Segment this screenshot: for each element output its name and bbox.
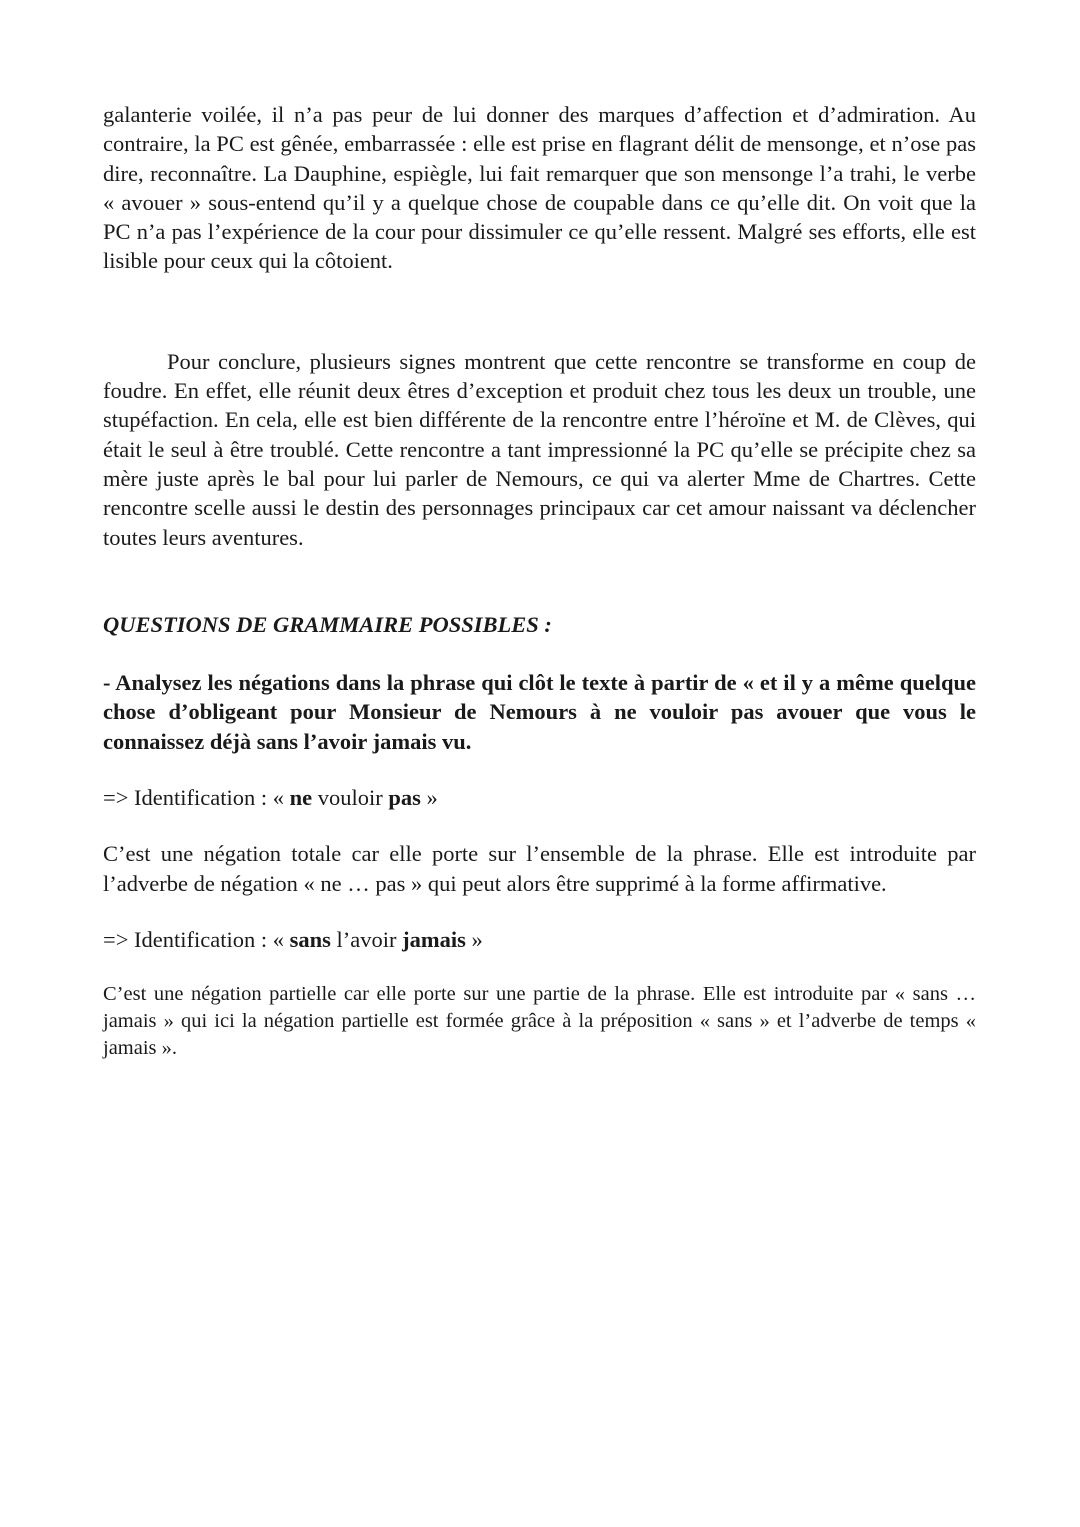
identification-prefix: => Identification : « [103, 785, 290, 811]
grammar-question: - Analysez les négations dans la phrase qui clôt le texte à partir de « et il y a même quelque chose d’obligeant pour Monsieur de Nemours à ne vouloir pas avouer que vous le connaissez déjà sans l’avoir jamais vu. [103, 670, 976, 754]
document-page [103, 100, 976, 1062]
negation-word-sans: sans [289, 926, 331, 952]
paragraph-conclusion: Pour conclure, plusieurs signes montrent que cette rencontre se transforme en coup de foudre. En effet, elle réunit deux êtres d’exception et produit chez tous les deux un trouble, une stupéfaction. En cela, elle est bien différente de la rencontre entre l’héroïne et M. de Clèves, qui était le seul à être troublé. Cette rencontre a tant impressionné la PC qu’elle se précipite chez sa mère juste après le bal pour lui parler de Nemours, ce qui va alerter Mme de Chartres. Cette rencontre scelle aussi le destin des personnages principaux car cet amour naissant va déclencher toutes leurs aventures. [103, 348, 976, 550]
identification-middle: l’avoir [330, 926, 403, 952]
identification-prefix: => Identification : « [103, 926, 290, 952]
paragraph-analysis-end: galanterie voilée, il n’a pas peur de lui donner des marques d’affection et d’admiration. Au contraire, la PC est gênée, embarrassée : elle est prise en flagrant délit de mensonge, et n’ose pas dire, reconnaître. La Dauphine, espiègle, lui fait remarquer que son mensonge l’a trahi, le verbe « avouer » sous-entend qu’il y a quelque chose de coupable dans ce qu’elle dit. On voit que la PC n’a pas l’expérience de la cour pour dissimuler ce qu’elle ressent. Malgré ses efforts, elle est lisible pour ceux qui la côtoient. [103, 102, 976, 274]
identification-line-2 [103, 925, 976, 954]
negation-word-ne: ne [289, 785, 313, 811]
explanation-total-negation: C’est une négation totale car elle porte sur l’ensemble de la phrase. Elle est introduite par l’adverbe de négation « ne … pas » qui peut alors être supprimé à la forme affirmative. [103, 841, 976, 896]
identification-suffix: » [465, 926, 483, 952]
identification-line-1 [103, 783, 976, 812]
identification-middle: vouloir [312, 785, 389, 811]
identification-suffix: » [420, 785, 438, 811]
negation-word-pas: pas [388, 785, 421, 811]
section-heading-grammar: QUESTIONS DE GRAMMAIRE POSSIBLES : [103, 611, 552, 637]
explanation-partial-negation: C’est une négation partielle car elle porte sur une partie de la phrase. Elle est introduite par « sans … jamais » qui ici la négation partielle est formée grâce à la préposition « sans » et l’adverbe de temps « jamais ». [103, 983, 976, 1060]
negation-word-jamais: jamais [402, 926, 466, 952]
